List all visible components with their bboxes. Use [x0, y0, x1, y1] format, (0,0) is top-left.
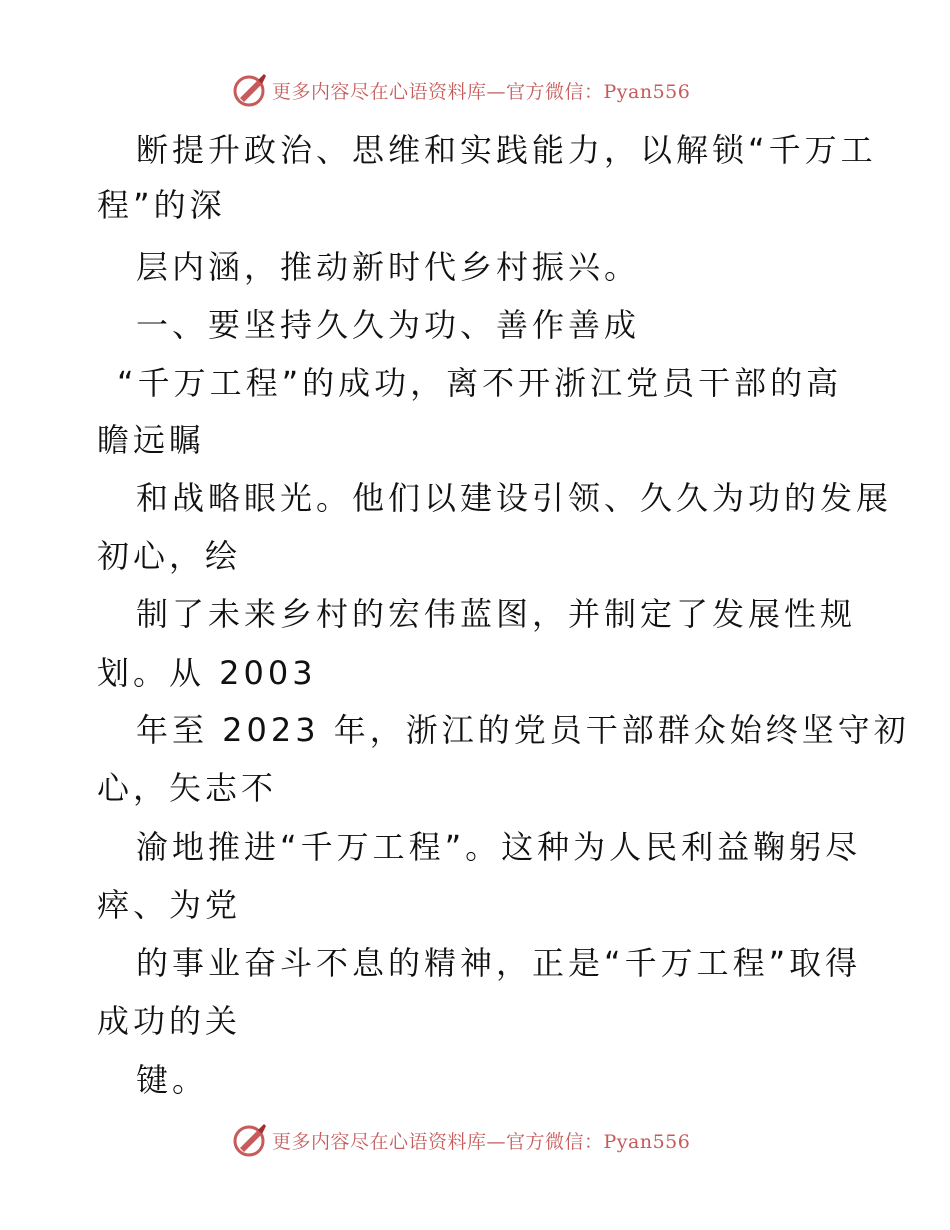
text-line: 划。从 2003 [97, 654, 317, 692]
text-line: 成功的关 [97, 1002, 242, 1040]
section-heading: 一、要坚持久久为功、善作善成 [136, 306, 641, 344]
pen-logo-icon [232, 1122, 268, 1158]
text-line: “千万工程”的成功，离不开浙江党员干部的高 [117, 364, 843, 402]
text-line: 心，矢志不 [97, 769, 278, 807]
text-line: 瘁、为党 [97, 886, 242, 924]
text-line: 初心，绘 [97, 537, 242, 575]
watermark-text: 更多内容尽在心语资料库—官方微信：Pyan556 [272, 1130, 691, 1153]
text-line: 层内涵，推动新时代乡村振兴。 [136, 248, 641, 286]
text-line: 和战略眼光。他们以建设引领、久久为功的发展 [136, 479, 893, 517]
text-line: 年至 2023 年，浙江的党员干部群众始终坚守初 [136, 711, 910, 749]
pen-logo-icon [232, 72, 268, 108]
text-line: 断提升政治、思维和实践能力，以解锁“千万工 [136, 131, 877, 169]
watermark-header [232, 70, 752, 110]
text-line: 制了未来乡村的宏伟蓝图，并制定了发展性规 [136, 595, 857, 633]
watermark-text: 更多内容尽在心语资料库—官方微信：Pyan556 [272, 80, 691, 103]
text-line: 程”的深 [97, 186, 226, 224]
text-line: 渝地推进“千万工程”。这种为人民利益鞠躬尽 [136, 828, 862, 866]
text-line: 键。 [136, 1061, 209, 1099]
text-line: 瞻远瞩 [97, 421, 206, 459]
watermark-footer [232, 1120, 752, 1160]
text-line: 的事业奋斗不息的精神，正是“千万工程”取得 [136, 944, 862, 982]
